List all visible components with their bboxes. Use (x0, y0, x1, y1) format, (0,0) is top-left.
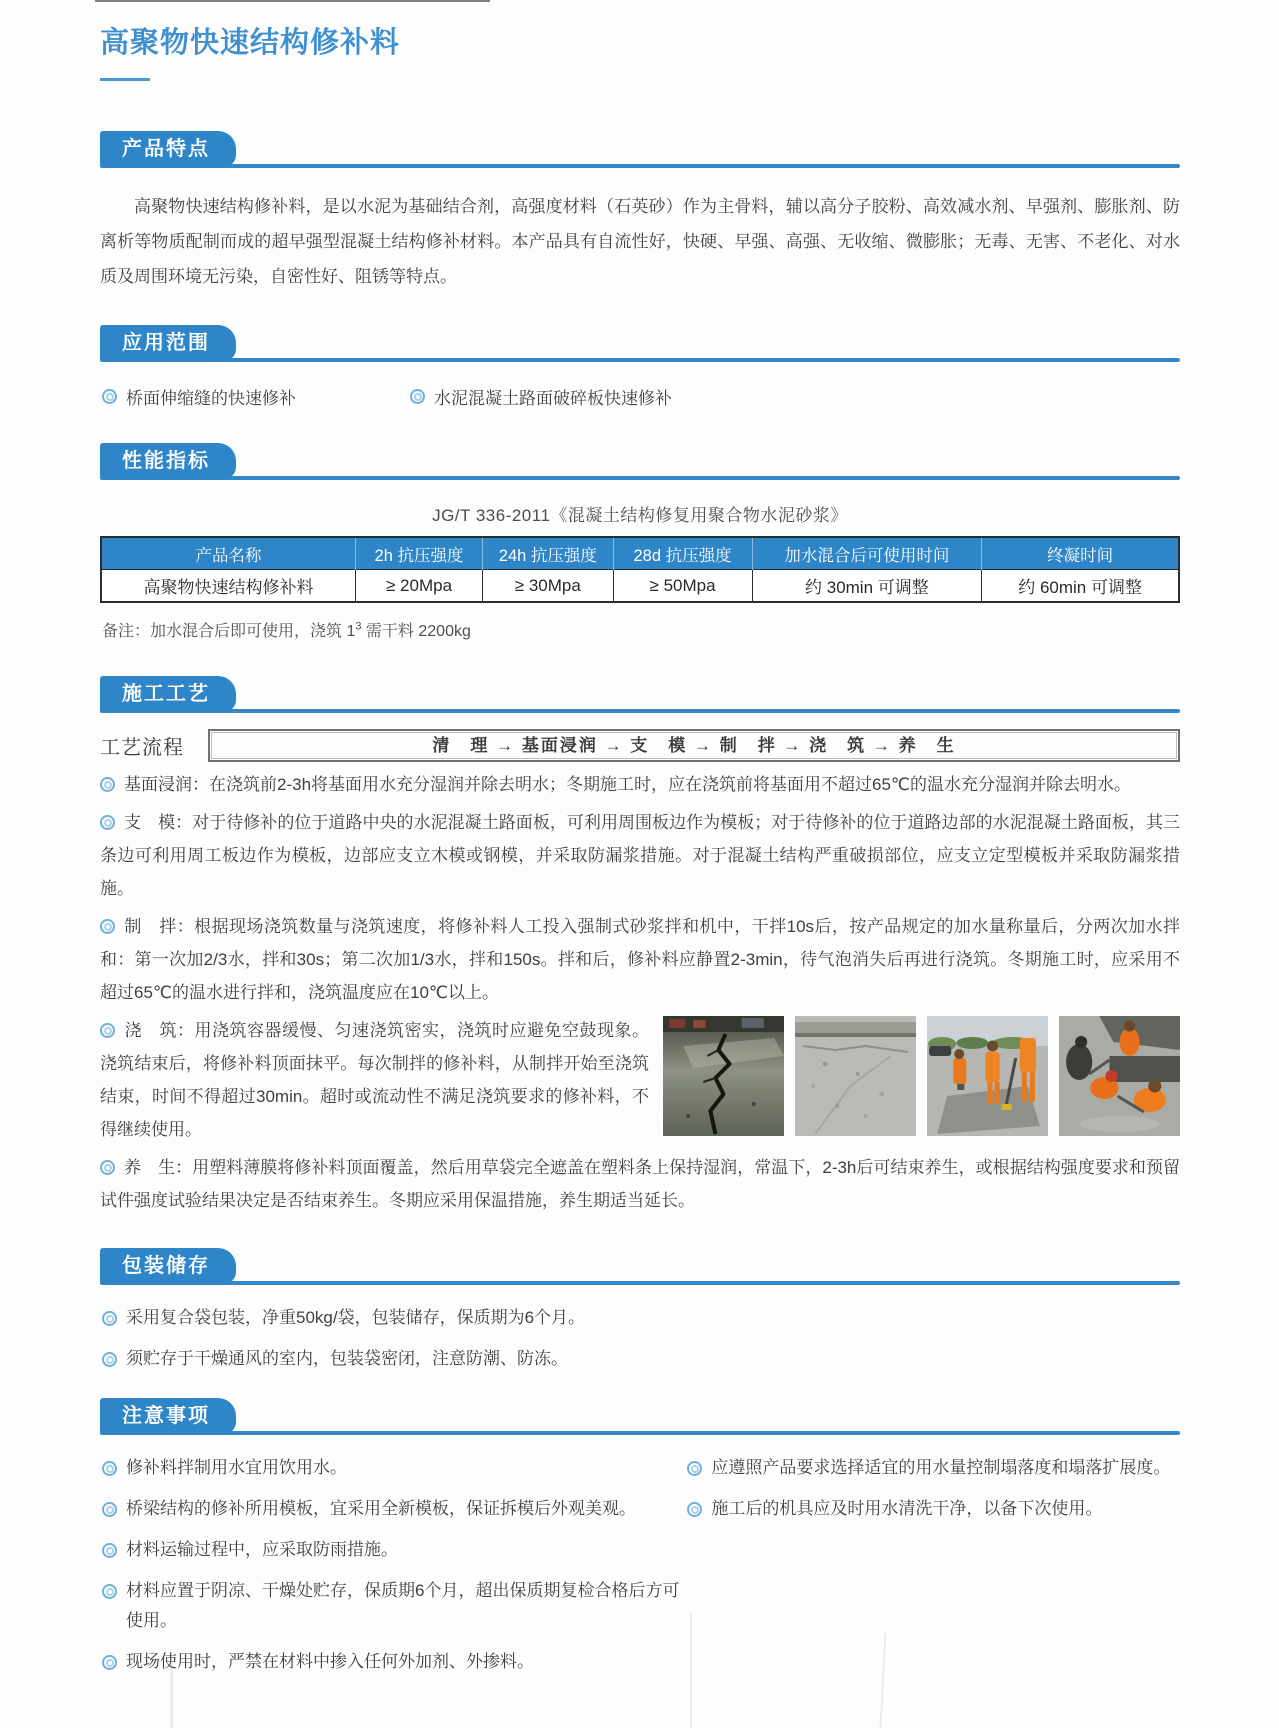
table-cell: ≥ 50Mpa (613, 570, 752, 603)
step-text: 对于待修补的位于道路中央的水泥混凝土路面板，可利用周围板边作为模板；对于待修补的位于道路边部的水泥混凝土路面板，其三条边可利用周工板边作为模板，边部应支立木模或钢模，并采取防漏浆措施。对于混凝土结构严重破损部位，应支立定型模板并采取防漏浆措施。 (100, 813, 1181, 898)
standard-reference: JG/T 336-2011《混凝土结构修复用聚合物水泥砂浆》 (432, 506, 848, 525)
broken-concrete-slab-photo (795, 1016, 916, 1136)
section-heading-performance: 性能指标 (100, 443, 236, 479)
ring-bullet-icon (102, 1352, 117, 1367)
note-item-text: 现场使用时，严禁在材料中掺入任何外加剂、外掺料。 (126, 1652, 534, 1671)
column-header: 2h 抗压强度 (355, 537, 482, 570)
column-header: 24h 抗压强度 (483, 537, 613, 570)
note-item (102, 1494, 685, 1524)
ring-bullet-icon (100, 815, 115, 830)
table-cell: 约 30min 可调整 (752, 570, 982, 603)
ring-bullet-icon (100, 1023, 115, 1038)
construction-step (100, 806, 1180, 905)
features-body: 高聚物快速结构修补料，是以水泥为基础结合剂，高强度材料（石英砂）作为主骨料，辅以高分子胶粉、高效减水剂、早强剂、膨胀剂、防离析等物质配制而成的超早强型混凝土结构修补材料。本产品具有自流性好，快硬、早强、高强、无收缩、微膨胀；无毒、无害、不老化、对水质及周围环境无污染，自密性好、阻锈等特点。 (100, 197, 1180, 286)
column-header: 28d 抗压强度 (613, 537, 752, 570)
section-application (100, 325, 1180, 409)
note-item-text: 应遵照产品要求选择适宜的用水量控制塌落度和塌落扩展度。 (711, 1458, 1171, 1477)
ring-bullet-icon (410, 389, 425, 404)
construction-step (100, 768, 1180, 801)
note-item (102, 1535, 685, 1565)
table-cell: 约 60min 可调整 (982, 570, 1179, 603)
note-item (102, 1576, 685, 1636)
packaging-item-text: 须贮存于干燥通风的室内，包装袋密闭，注意防潮、防冻。 (126, 1349, 568, 1368)
ring-bullet-icon (102, 389, 117, 404)
road-repair-crew-photo (927, 1016, 1048, 1136)
ring-bullet-icon (102, 1502, 117, 1517)
process-flow-label: 工艺流程 (100, 737, 184, 759)
ring-bullet-icon (100, 1160, 115, 1175)
section-notes (100, 1398, 1180, 1688)
step-term: 养 生： (124, 1158, 193, 1177)
step-text: 用塑料薄膜将修补料顶面覆盖，然后用草袋完全遮盖在塑料条上保持湿润，常温下，2-3h后可结束养生，或根据结构强度要求和预留试件强度试验结果决定是否结束养生。冬期应采用保温措施，养生期适当延长。 (100, 1158, 1181, 1210)
section-heading-features: 产品特点 (100, 131, 236, 167)
page-title: 高聚物快速结构修补料 (100, 27, 401, 59)
step-text: 在浇筑前2-3h将基面用水充分湿润并除去明水；冬期施工时，应在浇筑前将基面用不超过65℃的温水充分湿润并除去明水。 (209, 775, 1132, 794)
packaging-item (102, 1344, 1180, 1374)
table-row (101, 570, 1179, 603)
step-term: 支 模： (124, 813, 193, 832)
packaging-item (102, 1303, 1180, 1333)
section-construction (100, 676, 1180, 1222)
section-rule (100, 164, 1180, 168)
construction-step (100, 1151, 1180, 1217)
superscript: 3 (355, 620, 362, 633)
performance-table (100, 536, 1180, 603)
application-item-label: 水泥混凝土路面破碎板快速修补 (434, 389, 672, 408)
table-cell: ≥ 30Mpa (483, 570, 613, 603)
notes-left-column (100, 1453, 685, 1688)
note-item (102, 1647, 685, 1677)
column-header: 终凝时间 (982, 537, 1179, 570)
cracked-pavement-photo (663, 1016, 784, 1136)
note-item (687, 1453, 1180, 1483)
ring-bullet-icon (687, 1502, 702, 1517)
ring-bullet-icon (102, 1543, 117, 1558)
step-term: 制 拌： (124, 917, 195, 936)
step-term: 浇 筑： (124, 1021, 195, 1040)
title-underline (100, 78, 150, 81)
section-heading-packaging: 包装储存 (100, 1248, 236, 1284)
table-cell: 高聚物快速结构修补料 (101, 570, 355, 603)
section-packaging (100, 1248, 1180, 1374)
note-item-text: 桥梁结构的修补所用模板，宜采用全新模板，保证拆模后外观美观。 (126, 1499, 636, 1518)
step-term: 基面浸润： (124, 775, 209, 794)
table-remark: 备注：加水混合后即可使用，浇筑 $1^3$ 需干料 2200kg (102, 620, 471, 640)
ring-bullet-icon (102, 1311, 117, 1326)
note-item-text: 材料运输过程中，应采取防雨措施。 (126, 1540, 398, 1559)
construction-photo-strip (663, 1016, 1180, 1136)
section-heading-application: 应用范围 (100, 325, 236, 361)
table-header-row (101, 537, 1179, 570)
construction-step (100, 910, 1180, 1009)
section-heading-notes: 注意事项 (100, 1398, 236, 1434)
table-cell: ≥ 20Mpa (355, 570, 482, 603)
section-rule (100, 1431, 1180, 1435)
step-text: 根据现场浇筑数量与浇筑速度，将修补料人工投入强制式砂浆拌和机中，干拌10s后，按产品规定的加水量称量后，分两次加水拌和：第一次加2/3水，拌和30s；第二次加1/3水，拌和150s。拌和后，修补料应静置2-3min，待气泡消失后再进行浇筑。冬期施工时，应采用不超过65℃的温水进行拌和，浇筑温度应在10℃以上。 (100, 917, 1180, 1002)
workers-finishing-photo (1059, 1016, 1180, 1136)
ring-bullet-icon (687, 1461, 702, 1476)
application-item-label: 桥面伸缩缝的快速修补 (126, 389, 296, 408)
note-item-text: 施工后的机具应及时用水清洗干净，以备下次使用。 (711, 1499, 1103, 1518)
packaging-item-text: 采用复合袋包装，净重50kg/袋，包装储存，保质期为6个月。 (126, 1308, 586, 1327)
section-features (100, 131, 1180, 294)
note-item (687, 1494, 1180, 1524)
section-rule (100, 709, 1180, 713)
ring-bullet-icon (100, 777, 115, 792)
section-performance (100, 443, 1180, 641)
notes-right-column (685, 1453, 1180, 1688)
section-heading-construction: 施工工艺 (100, 676, 236, 712)
column-header: 加水混合后可使用时间 (752, 537, 982, 570)
application-item (102, 384, 410, 409)
section-rule (100, 358, 1180, 362)
ring-bullet-icon (102, 1584, 117, 1599)
ring-bullet-icon (102, 1655, 117, 1670)
step-text: 用浇筑容器缓慢、匀速浇筑密实，浇筑时应避免空鼓现象。浇筑结束后，将修补料顶面抹平。每次制拌的修补料，从制拌开始至浇筑结束，时间不得超过30min。超时或流动性不满足浇筑要求的修补料，不得继续使用。 (100, 1021, 649, 1139)
column-header: 产品名称 (101, 537, 355, 570)
note-item-text: 材料应置于阴凉、干燥处贮存，保质期6个月，超出保质期复检合格后方可使用。 (126, 1581, 680, 1630)
process-flow-diagram: 清 理 → 基面浸润 → 支 模 → 制 拌 → 浇 筑 → 养 生 (208, 729, 1180, 762)
section-rule (100, 1281, 1180, 1285)
application-item (410, 384, 672, 409)
note-item-text: 修补料拌制用水宜用饮用水。 (126, 1458, 347, 1477)
ring-bullet-icon (100, 919, 115, 934)
note-item (102, 1453, 685, 1483)
section-rule (100, 476, 1180, 480)
ring-bullet-icon (102, 1461, 117, 1476)
